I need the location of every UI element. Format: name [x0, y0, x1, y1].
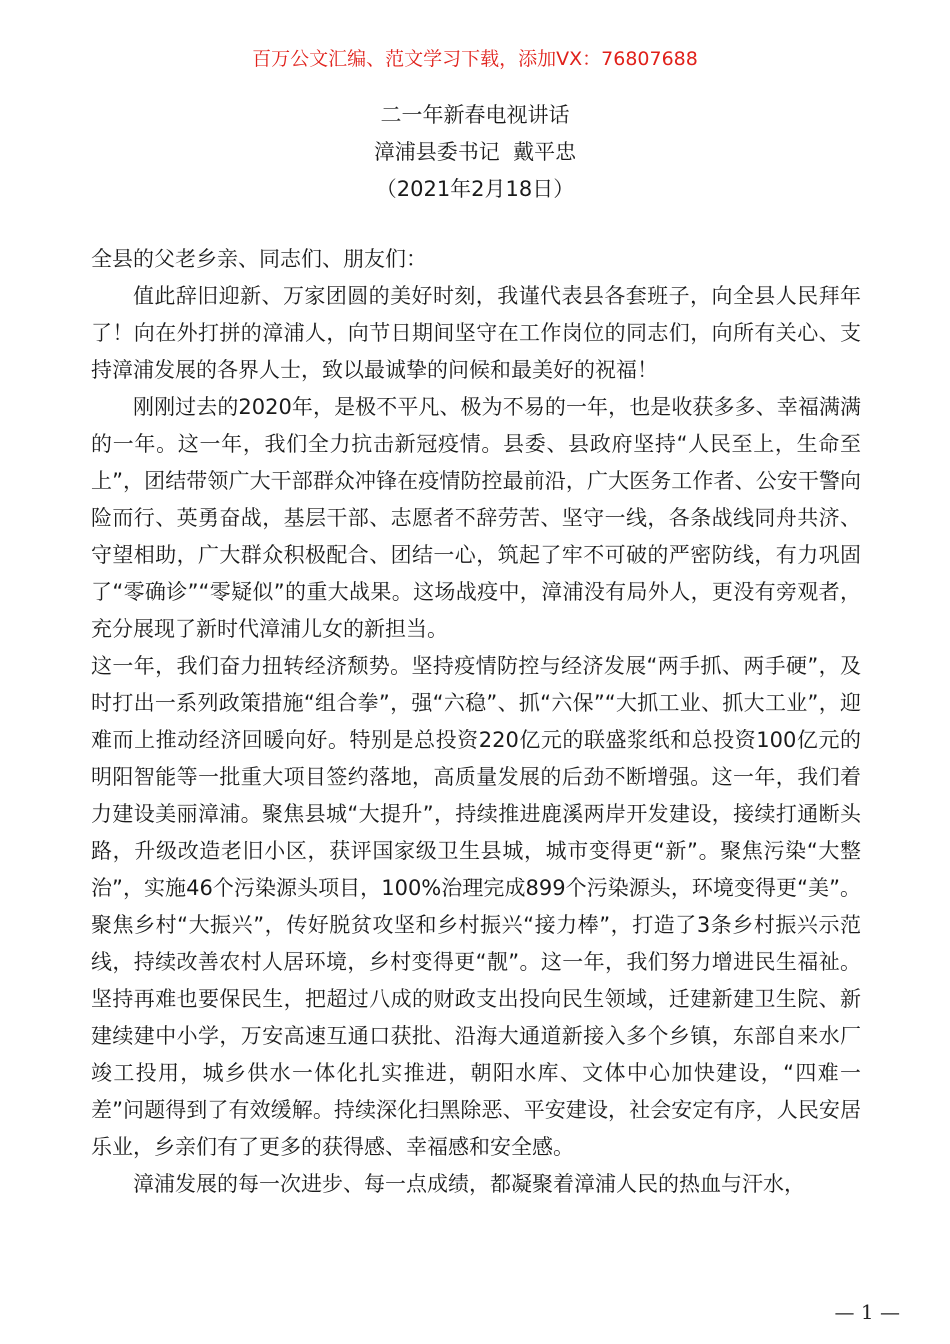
promo-banner: 百万公文汇编、范文学习下载，添加VX：76807688: [252, 48, 698, 70]
page-number: — 1 —: [834, 1300, 900, 1324]
speech-author: 漳浦县委书记 戴平忠: [373, 140, 577, 164]
paragraph-4: 漳浦发展的每一次进步、每一点成绩，都凝聚着漳浦人民的热血与汗水，: [133, 1172, 805, 1196]
paragraph-3: 这一年，我们奋力扭转经济颓势。坚持疫情防控与经济发展“两手抓、两手硬”，及时打出一系列政策措施“组合拳”，强“六稳”、抓“六保”“大抓工业、抓大工业”，迎难而上推动经济回暖向好。特别是总投资220亿元的联盛浆纸和总投资100亿元的明阳智能等一批重大项目签约落地，高质量发展的后劲不断增强。这一年，我们着力建设美丽漳浦。聚焦县城“大提升”，持续推进鹿溪两岸开发建设，接续打通断头路，升级改造老旧小区，获评国家级卫生县城，城市变得更“新”。聚焦污染“大整治”，实施46个污染源头项目，100%治理完成899个污染源头，环境变得更“美”。聚焦乡村“大振兴”，传好脱贫攻坚和乡村振兴“接力棒”，打造了3条乡村振兴示范线，持续改善农村人居环境，乡村变得更“靓”。这一年，我们努力增进民生福祉。坚持再难也要保民生，把超过八成的财政支出投向民生领域，迁建新建卫生院、新建续建中小学，万安高速互通口获批、沿海大通道新接入多个乡镇，东部自来水厂竣工投用，城乡供水一体化扎实推进，朝阳水库、文体中心加快建设，“四难一差”问题得到了有效缓解。持续深化扫黑除恶、平安建设，社会安定有序，人民安居乐业，乡亲们有了更多的获得感、幸福感和安全感。: [91, 654, 861, 1159]
paragraph-2: 刚刚过去的2020年，是极不平凡、极为不易的一年，也是收获多多、幸福满满的一年。这一年，我们全力抗击新冠疫情。县委、县政府坚持“人民至上，生命至上”，团结带领广大干部群众冲锋在疫情防控最前沿，广大医务工作者、公安干警向险而行、英勇奋战，基层干部、志愿者不辞劳苦、坚守一线，各条战线同舟共济、守望相助，广大群众积极配合、团结一心，筑起了牢不可破的严密防线，有力巩固了“零确诊”“零疑似”的重大战果。这场战疫中，漳浦没有局外人，更没有旁观者，充分展现了新时代漳浦儿女的新担当。: [91, 395, 861, 641]
speech-body: [91, 241, 861, 1203]
title-block: [0, 97, 950, 208]
salutation: 全县的父老乡亲、同志们、朋友们：: [91, 247, 427, 271]
paragraph-1: 值此辞旧迎新、万家团圆的美好时刻，我谨代表县各套班子，向全县人民拜年了！向在外打拼的漳浦人，向节日期间坚守在工作岗位的同志们，向所有关心、支持漳浦发展的各界人士，致以最诚挚的问候和最美好的祝福！: [91, 284, 861, 382]
speech-date: （2021年2月18日）: [375, 177, 575, 201]
speech-title: 二一年新春电视讲话: [380, 103, 570, 127]
